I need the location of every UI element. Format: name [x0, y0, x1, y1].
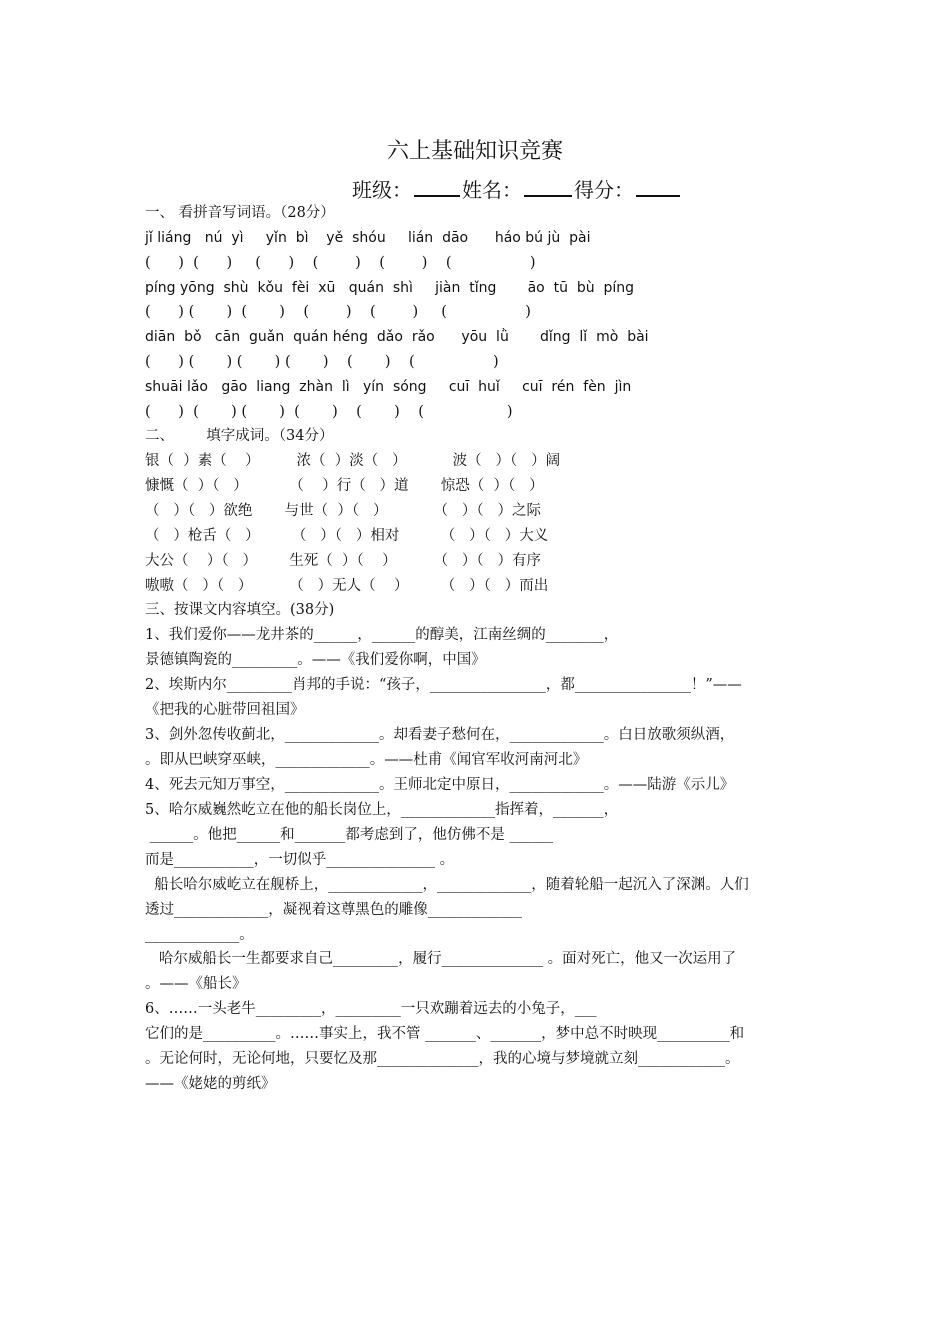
answer-blanks-row[interactable]: ( ) ( ) ( ) ( ) ( ) ( ) — [145, 404, 513, 420]
name-blank[interactable] — [524, 177, 572, 197]
class-label: 班级： — [352, 178, 412, 202]
fill-in-line[interactable]: 1、我们爱你——龙井茶的______，______的醇美，江南丝绸的________， — [145, 627, 619, 643]
pinyin-row: píng yōng shù kǒu fèi xū quán shì jiàn tǐng āo tū bù píng — [145, 280, 635, 296]
fill-in-line[interactable]: 4、死去元知万事空，_____________。王师北定中原日，_____________。——陆游《示儿》 — [145, 777, 735, 793]
fill-in-line[interactable]: 景德镇陶瓷的_________。——《我们爱你啊，中国》 — [145, 652, 486, 668]
fill-in-line: 。——《船长》 — [145, 976, 247, 992]
fill-in-line[interactable]: 3、剑外忽传收蓟北，_____________。却看妻子愁何在，_____________。白日放歌须纵酒， — [145, 727, 735, 743]
fill-in-line[interactable]: 5、哈尔威巍然屹立在他的船长岗位上，_____________指挥着，_______， — [145, 802, 619, 818]
fill-in-line[interactable]: 。即从巴峡穿巫峡，_____________。——杜甫《闻官军收河南河北》 — [145, 752, 588, 768]
fill-in-line[interactable]: 哈尔威船长一生都要求自己_________，履行______________ 。面对死亡，他又一次运用了 — [145, 951, 737, 967]
section2-heading: 二、 填字成词。（34分） — [145, 428, 334, 444]
pinyin-row: jǐ liáng nú yì yǐn bì yě shóu lián dāo háo bú jù pài — [145, 230, 591, 246]
student-info-line — [352, 174, 682, 203]
fill-in-line[interactable]: 6、……一头老牛_________，_________一只欢蹦着远去的小兔子，___ — [145, 1001, 597, 1017]
fill-in-line[interactable]: 2、埃斯内尔_________肖邦的手说：“孩子，________________，都________________！”—— — [145, 677, 742, 693]
fill-in-line[interactable]: 而是___________，一切似乎_______________ 。 — [145, 852, 455, 868]
fill-in-line[interactable]: ______。他把______和_______都考虑到了，他仿佛不是 ______ — [145, 827, 553, 843]
idiom-row[interactable]: 银（ ）素（ ） 浓（ ）淡（ ） 波（ ）（ ）阔 — [145, 453, 561, 469]
fill-in-line: 《把我的心脏带回祖国》 — [145, 702, 305, 718]
idiom-row[interactable]: 大公（ ）（ ） 生死（ ）（ ） （ ）（ ）有序 — [145, 553, 541, 569]
idiom-row[interactable]: （ ）（ ）欲绝 与世（ ）（ ） （ ）（ ）之际 — [145, 503, 541, 519]
fill-in-line[interactable]: _____________。 — [145, 927, 254, 943]
score-label: 得分： — [574, 178, 634, 202]
fill-in-line[interactable]: 船长哈尔威屹立在舰桥上，_____________，_____________，随着轮船一起沉入了深渊。人们 — [145, 877, 749, 893]
score-blank[interactable] — [636, 177, 680, 197]
fill-in-line[interactable]: 。无论何时，无论何地，只要忆及那______________，我的心境与梦境就立刻____________。 — [145, 1051, 740, 1067]
answer-blanks-row[interactable]: ( ) ( ) ( ) ( ) ( ) ( ) — [145, 304, 531, 320]
name-label: 姓名： — [462, 178, 522, 202]
fill-in-line: ——《姥姥的剪纸》 — [145, 1076, 276, 1092]
fill-in-line[interactable]: 它们的是__________。……事实上，我不管 _______、_______，梦中总不时映现__________和 — [145, 1026, 745, 1042]
class-blank[interactable] — [414, 177, 460, 197]
pinyin-row: shuāi lǎo gāo liang zhàn lì yín sóng cuī huǐ cuī rén fèn jìn — [145, 379, 632, 395]
section3-heading: 三、按课文内容填空。(38分) — [145, 602, 335, 618]
section1-heading: 一、 看拼音写词语。（28分） — [145, 205, 335, 221]
answer-blanks-row[interactable]: ( ) ( ) ( ) ( ) ( ) ( ) — [145, 354, 499, 370]
idiom-row[interactable]: 嗷嗷（ ）（ ） （ ）无人（ ） （ ）（ ）而出 — [145, 578, 549, 594]
idiom-row[interactable]: 慷慨（ ）（ ） （ ）行（ ）道 惊恐（ ）（ ） — [145, 478, 544, 494]
fill-in-line[interactable]: 透过_____________，凝视着这尊黑色的雕像_____________ — [145, 902, 522, 918]
answer-blanks-row[interactable]: ( ) ( ) ( ) ( ) ( ) ( ) — [145, 255, 536, 271]
pinyin-row: diān bǒ cān guǎn quán héng dǎo rǎo yōu lǜ dǐng lǐ mò bài — [145, 329, 649, 345]
page-title: 六上基础知识竞赛 — [386, 139, 563, 164]
idiom-row[interactable]: （ ）枪舌（ ） （ ）（ ）相对 （ ）（ ）大义 — [145, 528, 549, 544]
